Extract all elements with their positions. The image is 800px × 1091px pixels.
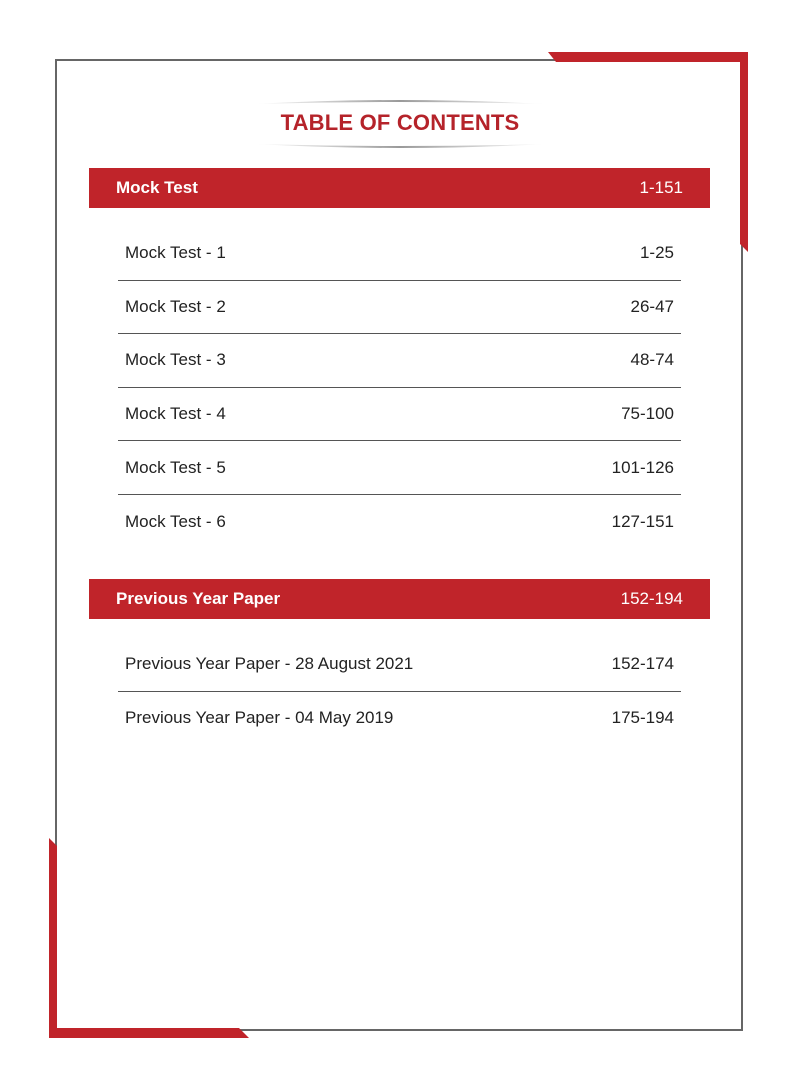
item-pages: 175-194: [611, 708, 674, 728]
list-item: [118, 281, 681, 335]
section-range: 152-194: [620, 589, 683, 608]
item-label: Mock Test - 4: [125, 404, 226, 424]
list-item: [118, 388, 681, 442]
section-header-mock-test: [89, 168, 710, 208]
list-item: [118, 227, 681, 281]
item-pages: 127-151: [611, 511, 674, 531]
list-item: [118, 638, 681, 692]
item-label: Previous Year Paper - 04 May 2019: [125, 708, 394, 728]
item-label: Mock Test - 3: [125, 350, 226, 370]
item-pages: 101-126: [611, 457, 674, 477]
list-item: [118, 334, 681, 388]
bottom-left-corner-decoration: [49, 838, 251, 1040]
item-pages: 1-25: [639, 243, 674, 263]
top-right-corner-decoration: [548, 52, 750, 254]
section-label: Mock Test: [116, 178, 198, 197]
item-pages: 48-74: [630, 350, 674, 370]
list-item: [118, 441, 681, 495]
section-label: Previous Year Paper: [116, 589, 281, 608]
item-label: Mock Test - 1: [125, 243, 226, 263]
item-label: Mock Test - 2: [125, 296, 226, 316]
title-banner: [255, 98, 545, 150]
page-title: TABLE OF CONTENTS: [280, 110, 520, 135]
item-pages: 152-174: [611, 654, 674, 674]
section-header-previous-year-paper: [89, 579, 710, 619]
section-range: 1-151: [639, 178, 683, 197]
list-item: [118, 692, 681, 746]
item-label: Previous Year Paper - 28 August 2021: [125, 654, 414, 674]
list-item: [118, 495, 681, 549]
item-pages: 26-47: [630, 296, 674, 316]
item-label: Mock Test - 5: [125, 457, 226, 477]
mock-test-list: [118, 227, 681, 549]
item-label: Mock Test - 6: [125, 511, 226, 531]
item-pages: 75-100: [621, 404, 674, 424]
previous-year-paper-list: [118, 638, 681, 745]
